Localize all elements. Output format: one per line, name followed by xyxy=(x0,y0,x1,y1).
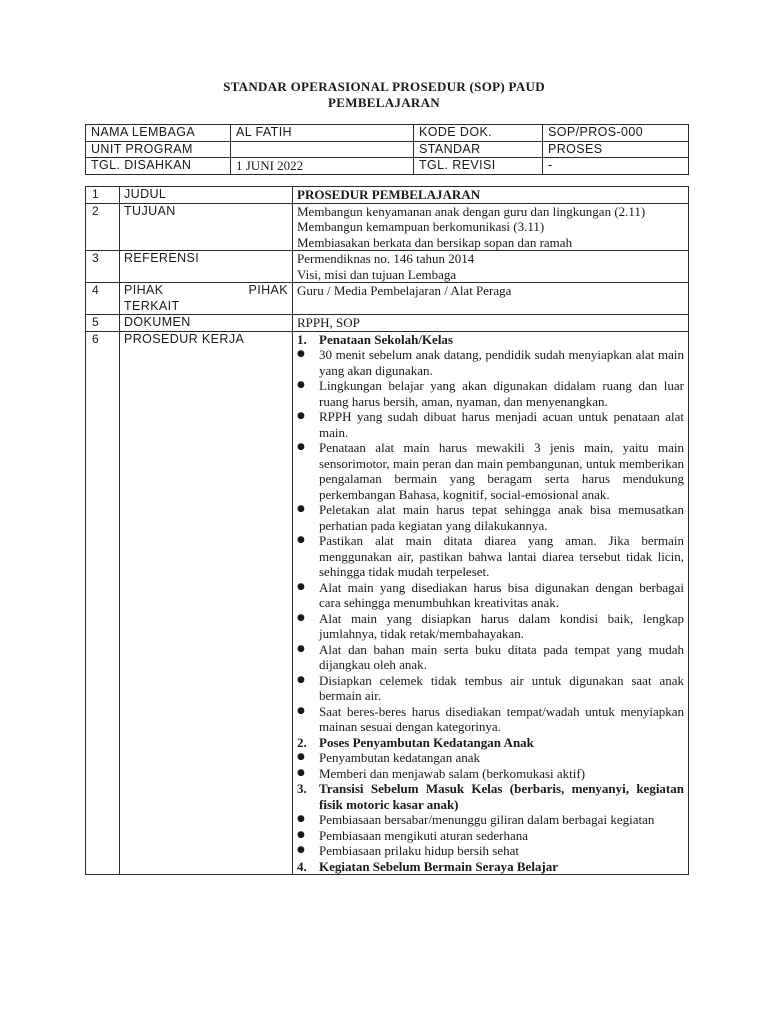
identity-label: KODE DOK. xyxy=(414,125,543,142)
row-label: PROSEDUR KERJA xyxy=(120,331,293,875)
bullet-icon: ● xyxy=(297,442,305,452)
content-line: Visi, misi dan tujuan Lembaga xyxy=(297,266,457,282)
list-item: ● Alat main yang disiapkan harus dalam kondisi baik, lengkap jumlahnya, tidak retak/membahayakan. xyxy=(297,610,684,641)
bullet-icon: ● xyxy=(297,411,305,421)
row-label xyxy=(120,283,293,315)
list-item: ● Alat main yang disediakan harus bisa digunakan dengan berbagai cara sehingga menumbuhkan kreativitas anak. xyxy=(297,579,684,610)
list-item: ● RPPH yang sudah dibuat harus menjadi acuan untuk penataan alat main. xyxy=(297,409,684,440)
section-heading: 3. Transisi Sebelum Masuk Kelas (berbaris, menyanyi, kegiatan fisik motoric kasar anak) xyxy=(297,781,684,812)
bullet-icon: ● xyxy=(297,752,305,762)
bullet-icon: ● xyxy=(297,767,305,778)
identity-value: PROSES xyxy=(543,141,689,158)
identity-value: - xyxy=(543,158,689,175)
row-number: 5 xyxy=(86,315,120,332)
row-number: 4 xyxy=(86,283,120,315)
list-item: ● Saat beres-beres harus disediakan tempat/wadah untuk menyiapkan mainan sesuai dengan kategorinya. xyxy=(297,703,684,734)
row-label-part: PIHAK xyxy=(248,283,288,297)
list-item: ● Penataan alat main harus mewakili 3 jenis main, yaitu main sensorimotor, main peran dan main pembangunan, untuk memberikan pengalaman bermain yang beragam serta harus mendukung perkembangan Bahasa, kognitif, social-emosional anak. xyxy=(297,440,684,502)
list-item: ● Peletakan alat main harus tepat sehingga anak bisa memusatkan perhatian pada kegiatan yang dilakukannya. xyxy=(297,502,684,533)
list-item: ● Alat dan bahan main serta buku ditata pada tempat yang mudah dijangkau oleh anak. xyxy=(297,641,684,672)
list-item: ● Memberi dan menjawab salam (berkomukasi aktif) xyxy=(297,765,586,781)
identity-value: SOP/PROS-000 xyxy=(543,125,689,142)
row-content: PROSEDUR PEMBELAJARAN xyxy=(293,187,689,204)
content-line: Permendiknas no. 146 tahun 2014 xyxy=(297,251,475,266)
bullet-icon: ● xyxy=(297,380,305,390)
identity-label: STANDAR xyxy=(414,141,543,158)
bullet-icon: ● xyxy=(297,845,305,855)
identity-label: TGL. REVISI xyxy=(414,158,543,175)
bullet-icon: ● xyxy=(297,829,305,840)
list-item: ● Pembiasaan prilaku hidup bersih sehat xyxy=(297,843,520,858)
row-label-part: PIHAK xyxy=(124,283,164,297)
list-item: ● Disiapkan celemek tidak tembus air untuk digunakan saat anak bermain air. xyxy=(297,672,684,703)
row-judul xyxy=(86,187,689,204)
row-label: REFERENSI xyxy=(120,251,293,283)
row-label: DOKUMEN xyxy=(120,315,293,332)
row-number: 1 xyxy=(86,187,120,204)
list-item: ● Pastikan alat main ditata diarea yang aman. Jika bermain menggunakan air, pastikan bahwa lantai diarea tersebut tidak licin, sehingga tidak mudah terpeleset. xyxy=(297,533,684,579)
row-number: 6 xyxy=(86,331,120,875)
identity-label: NAMA LEMBAGA xyxy=(86,125,231,142)
row-content xyxy=(293,251,689,283)
bullet-icon: ● xyxy=(297,612,305,623)
row-prosedur-kerja xyxy=(86,331,689,875)
bullet-icon: ● xyxy=(297,535,305,545)
procedure-table xyxy=(85,186,689,875)
row-pihak-terkait xyxy=(86,283,689,315)
bullet-icon: ● xyxy=(297,581,305,592)
list-item: ● 30 menit sebelum anak datang, pendidik sudah menyiapkan alat main yang akan digunakan. xyxy=(297,347,684,378)
bullet-icon: ● xyxy=(297,814,305,824)
row-number: 2 xyxy=(86,203,120,251)
document-subtitle: PEMBELAJARAN xyxy=(328,95,440,110)
document-title: STANDAR OPERASIONAL PROSEDUR (SOP) PAUD xyxy=(223,79,545,94)
identity-value xyxy=(231,141,414,158)
identity-value: 1 JUNI 2022 xyxy=(231,158,414,175)
bullet-icon: ● xyxy=(297,349,305,359)
section-heading: 2. Poses Penyambutan Kedatangan Anak xyxy=(297,734,534,750)
list-item: ● Lingkungan belajar yang akan digunakan didalam ruang dan luar ruang harus bersih, aman, nyaman, dan menyenangkan. xyxy=(297,378,684,409)
content-line: Membiasakan berkata dan bersikap sopan dan ramah xyxy=(297,234,573,250)
list-item: ● Pembiasaan mengikuti aturan sederhana xyxy=(297,827,529,843)
identity-table xyxy=(85,124,689,175)
content-line: Membangun kemampuan berkomunikasi (3.11) xyxy=(297,219,545,234)
row-tujuan xyxy=(86,203,689,251)
identity-label: TGL. DISAHKAN xyxy=(86,158,231,175)
row-dokumen xyxy=(86,315,689,332)
row-referensi xyxy=(86,251,689,283)
row-number: 3 xyxy=(86,251,120,283)
identity-row xyxy=(86,158,689,175)
row-label: TUJUAN xyxy=(120,203,293,251)
content-line: Membangun kenyamanan anak dengan guru dan lingkungan (2.11) xyxy=(297,203,646,219)
bullet-icon: ● xyxy=(297,674,305,685)
list-item: ● Pembiasaan bersabar/menunggu giliran dalam berbagai kegiatan xyxy=(297,812,655,827)
identity-value: AL FATIH xyxy=(231,125,414,142)
row-content: Guru / Media Pembelajaran / Alat Peraga xyxy=(293,283,689,315)
row-content xyxy=(293,203,689,251)
row-label: JUDUL xyxy=(120,187,293,204)
identity-label: UNIT PROGRAM xyxy=(86,141,231,158)
list-item: ● Penyambutan kedatangan anak xyxy=(297,750,480,765)
section-heading: 4. Kegiatan Sebelum Bermain Seraya Belajar xyxy=(297,858,559,874)
row-label-part: TERKAIT xyxy=(124,298,180,313)
bullet-icon: ● xyxy=(297,504,305,514)
bullet-icon: ● xyxy=(297,705,305,716)
procedure-content xyxy=(293,331,689,875)
row-content: RPPH, SOP xyxy=(293,315,689,332)
bullet-icon: ● xyxy=(297,643,305,654)
identity-row xyxy=(86,141,689,158)
identity-row xyxy=(86,125,689,142)
section-heading: 1. Penataan Sekolah/Kelas xyxy=(297,331,453,347)
